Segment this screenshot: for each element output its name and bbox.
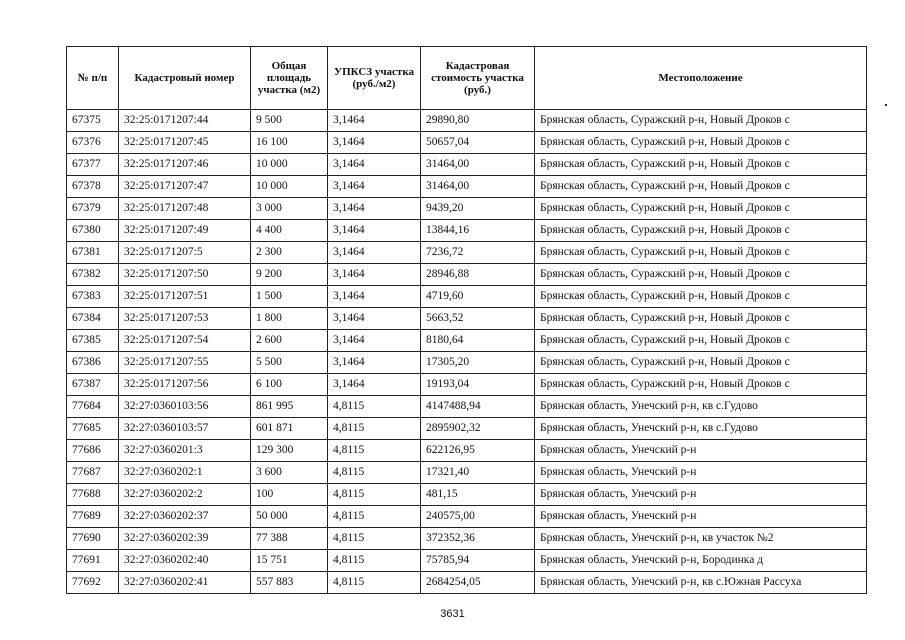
cell-location: Брянская область, Суражский р-н, Новый Дроков с: [535, 374, 867, 396]
cell-area: 50 000: [251, 506, 328, 528]
header-area: Общая площадь участка (м2): [251, 47, 328, 110]
cell-cadastral-number: 32:25:0171207:45: [119, 132, 251, 154]
table-row: [67, 352, 867, 374]
cell-location: Брянская область, Унечский р-н, кв с.Гудово: [535, 418, 867, 440]
table-row: [67, 220, 867, 242]
cell-location: Брянская область, Унечский р-н, Бородинка д: [535, 550, 867, 572]
cell-location: Брянская область, Суражский р-н, Новый Дроков с: [535, 110, 867, 132]
table-row: [67, 462, 867, 484]
cell-row-number: 77691: [67, 550, 119, 572]
table-row: [67, 198, 867, 220]
cell-cadastral-value: 2895902,32: [421, 418, 535, 440]
cell-cadastral-number: 32:27:0360202:1: [119, 462, 251, 484]
cell-cadastral-number: 32:27:0360103:56: [119, 396, 251, 418]
cell-upksz: 4,8115: [328, 396, 421, 418]
cell-cadastral-number: 32:25:0171207:48: [119, 198, 251, 220]
cell-cadastral-value: 481,15: [421, 484, 535, 506]
cell-cadastral-value: 29890,80: [421, 110, 535, 132]
table-row: [67, 528, 867, 550]
cell-area: 10 000: [251, 176, 328, 198]
cell-cadastral-value: 50657,04: [421, 132, 535, 154]
cell-location: Брянская область, Унечский р-н: [535, 484, 867, 506]
cell-location: Брянская область, Суражский р-н, Новый Дроков с: [535, 286, 867, 308]
cell-row-number: 67382: [67, 264, 119, 286]
cell-cadastral-value: 4719,60: [421, 286, 535, 308]
cell-upksz: 4,8115: [328, 462, 421, 484]
cell-upksz: 3,1464: [328, 132, 421, 154]
header-cadastral-number: Кадастровый номер: [119, 47, 251, 110]
cell-area: 129 300: [251, 440, 328, 462]
cell-area: 77 388: [251, 528, 328, 550]
table-header-row: [67, 47, 867, 110]
cell-area: 100: [251, 484, 328, 506]
cell-cadastral-value: 19193,04: [421, 374, 535, 396]
cell-row-number: 77689: [67, 506, 119, 528]
cell-cadastral-number: 32:25:0171207:47: [119, 176, 251, 198]
cell-location: Брянская область, Унечский р-н, кв с.Южная Рассуха: [535, 572, 867, 594]
cell-upksz: 4,8115: [328, 418, 421, 440]
cell-location: Брянская область, Унечский р-н: [535, 440, 867, 462]
cell-area: 9 500: [251, 110, 328, 132]
cell-cadastral-value: 28946,88: [421, 264, 535, 286]
cell-upksz: 4,8115: [328, 506, 421, 528]
cell-cadastral-number: 32:25:0171207:5: [119, 242, 251, 264]
cell-area: 1 800: [251, 308, 328, 330]
cell-cadastral-value: 31464,00: [421, 176, 535, 198]
cell-upksz: 3,1464: [328, 110, 421, 132]
table-row: [67, 440, 867, 462]
cell-cadastral-value: 17321,40: [421, 462, 535, 484]
header-upksz: УПКСЗ участка (руб./м2): [328, 47, 421, 110]
cell-upksz: 3,1464: [328, 220, 421, 242]
header-location: Местоположение: [535, 47, 867, 110]
cell-upksz: 4,8115: [328, 528, 421, 550]
cell-location: Брянская область, Суражский р-н, Новый Дроков с: [535, 198, 867, 220]
table-row: [67, 330, 867, 352]
cell-upksz: 3,1464: [328, 242, 421, 264]
cell-upksz: 4,8115: [328, 484, 421, 506]
cell-area: 601 871: [251, 418, 328, 440]
cell-cadastral-number: 32:27:0360202:37: [119, 506, 251, 528]
table-row: [67, 396, 867, 418]
cell-row-number: 67377: [67, 154, 119, 176]
cell-row-number: 67383: [67, 286, 119, 308]
cell-row-number: 67378: [67, 176, 119, 198]
cell-area: 6 100: [251, 374, 328, 396]
cell-cadastral-value: 31464,00: [421, 154, 535, 176]
cell-location: Брянская область, Суражский р-н, Новый Дроков с: [535, 352, 867, 374]
cell-row-number: 67386: [67, 352, 119, 374]
cell-area: 2 600: [251, 330, 328, 352]
cell-upksz: 3,1464: [328, 176, 421, 198]
cell-area: 4 400: [251, 220, 328, 242]
cell-cadastral-number: 32:25:0171207:50: [119, 264, 251, 286]
cell-area: 10 000: [251, 154, 328, 176]
cell-location: Брянская область, Суражский р-н, Новый Дроков с: [535, 242, 867, 264]
table-row: [67, 154, 867, 176]
cell-area: 16 100: [251, 132, 328, 154]
cell-cadastral-number: 32:25:0171207:54: [119, 330, 251, 352]
table-row: [67, 286, 867, 308]
cell-cadastral-number: 32:25:0171207:55: [119, 352, 251, 374]
table-body: [67, 110, 867, 594]
cell-location: Брянская область, Унечский р-н, кв участок №2: [535, 528, 867, 550]
cell-row-number: 67381: [67, 242, 119, 264]
cell-location: Брянская область, Суражский р-н, Новый Дроков с: [535, 330, 867, 352]
table-row: [67, 132, 867, 154]
cell-upksz: 3,1464: [328, 308, 421, 330]
cell-upksz: 3,1464: [328, 374, 421, 396]
cell-upksz: 4,8115: [328, 550, 421, 572]
cell-row-number: 67376: [67, 132, 119, 154]
cell-upksz: 3,1464: [328, 198, 421, 220]
cell-area: 5 500: [251, 352, 328, 374]
cell-cadastral-value: 17305,20: [421, 352, 535, 374]
table-row: [67, 264, 867, 286]
cell-location: Брянская область, Унечский р-н, кв с.Гудово: [535, 396, 867, 418]
cell-cadastral-value: 7236,72: [421, 242, 535, 264]
page-number: 3631: [440, 608, 465, 620]
cell-cadastral-value: 372352,36: [421, 528, 535, 550]
table-row: [67, 418, 867, 440]
cell-cadastral-number: 32:25:0171207:44: [119, 110, 251, 132]
cell-cadastral-number: 32:27:0360202:39: [119, 528, 251, 550]
cell-row-number: 67379: [67, 198, 119, 220]
table-row: [67, 484, 867, 506]
cell-cadastral-value: 2684254,05: [421, 572, 535, 594]
cell-row-number: 77686: [67, 440, 119, 462]
cell-cadastral-number: 32:25:0171207:49: [119, 220, 251, 242]
cell-area: 1 500: [251, 286, 328, 308]
header-cadastral-value: Кадастровая стоимость участка (руб.): [421, 47, 535, 110]
cell-row-number: 77685: [67, 418, 119, 440]
cell-cadastral-number: 32:27:0360103:57: [119, 418, 251, 440]
cell-row-number: 67385: [67, 330, 119, 352]
cell-area: 3 000: [251, 198, 328, 220]
cell-location: Брянская область, Унечский р-н: [535, 462, 867, 484]
cell-upksz: 4,8115: [328, 572, 421, 594]
cell-cadastral-value: 4147488,94: [421, 396, 535, 418]
cell-cadastral-value: 8180,64: [421, 330, 535, 352]
cell-location: Брянская область, Суражский р-н, Новый Дроков с: [535, 308, 867, 330]
cell-cadastral-number: 32:25:0171207:53: [119, 308, 251, 330]
cell-cadastral-value: 75785,94: [421, 550, 535, 572]
table-row: [67, 506, 867, 528]
scan-speck: [885, 104, 887, 106]
cell-upksz: 3,1464: [328, 154, 421, 176]
header-number: № п/п: [67, 47, 119, 110]
cell-cadastral-number: 32:27:0360202:41: [119, 572, 251, 594]
cell-cadastral-value: 622126,95: [421, 440, 535, 462]
cell-cadastral-number: 32:27:0360201:3: [119, 440, 251, 462]
cell-row-number: 67375: [67, 110, 119, 132]
cell-location: Брянская область, Суражский р-н, Новый Дроков с: [535, 176, 867, 198]
cell-row-number: 77692: [67, 572, 119, 594]
cell-row-number: 77688: [67, 484, 119, 506]
cell-area: 557 883: [251, 572, 328, 594]
cell-area: 9 200: [251, 264, 328, 286]
table-row: [67, 242, 867, 264]
cell-cadastral-number: 32:25:0171207:51: [119, 286, 251, 308]
cell-upksz: 3,1464: [328, 352, 421, 374]
cell-location: Брянская область, Суражский р-н, Новый Дроков с: [535, 264, 867, 286]
cell-area: 861 995: [251, 396, 328, 418]
cell-cadastral-number: 32:25:0171207:46: [119, 154, 251, 176]
cell-cadastral-number: 32:25:0171207:56: [119, 374, 251, 396]
cell-cadastral-value: 240575,00: [421, 506, 535, 528]
cell-location: Брянская область, Унечский р-н: [535, 506, 867, 528]
cell-cadastral-value: 13844,16: [421, 220, 535, 242]
cell-cadastral-number: 32:27:0360202:2: [119, 484, 251, 506]
cell-upksz: 4,8115: [328, 440, 421, 462]
cell-row-number: 77687: [67, 462, 119, 484]
table-row: [67, 176, 867, 198]
cell-location: Брянская область, Суражский р-н, Новый Дроков с: [535, 220, 867, 242]
cell-row-number: 77690: [67, 528, 119, 550]
table-row: [67, 110, 867, 132]
cell-upksz: 3,1464: [328, 286, 421, 308]
table-row: [67, 550, 867, 572]
cell-location: Брянская область, Суражский р-н, Новый Дроков с: [535, 132, 867, 154]
cell-row-number: 67380: [67, 220, 119, 242]
cell-cadastral-value: 5663,52: [421, 308, 535, 330]
table-row: [67, 374, 867, 396]
cell-row-number: 67384: [67, 308, 119, 330]
table-row: [67, 308, 867, 330]
cell-row-number: 67387: [67, 374, 119, 396]
table-row: [67, 572, 867, 594]
cell-upksz: 3,1464: [328, 330, 421, 352]
cell-upksz: 3,1464: [328, 264, 421, 286]
cadastral-table: [66, 46, 867, 594]
cell-area: 2 300: [251, 242, 328, 264]
cell-area: 3 600: [251, 462, 328, 484]
cell-area: 15 751: [251, 550, 328, 572]
cell-row-number: 77684: [67, 396, 119, 418]
cell-location: Брянская область, Суражский р-н, Новый Дроков с: [535, 154, 867, 176]
cell-cadastral-number: 32:27:0360202:40: [119, 550, 251, 572]
cell-cadastral-value: 9439,20: [421, 198, 535, 220]
